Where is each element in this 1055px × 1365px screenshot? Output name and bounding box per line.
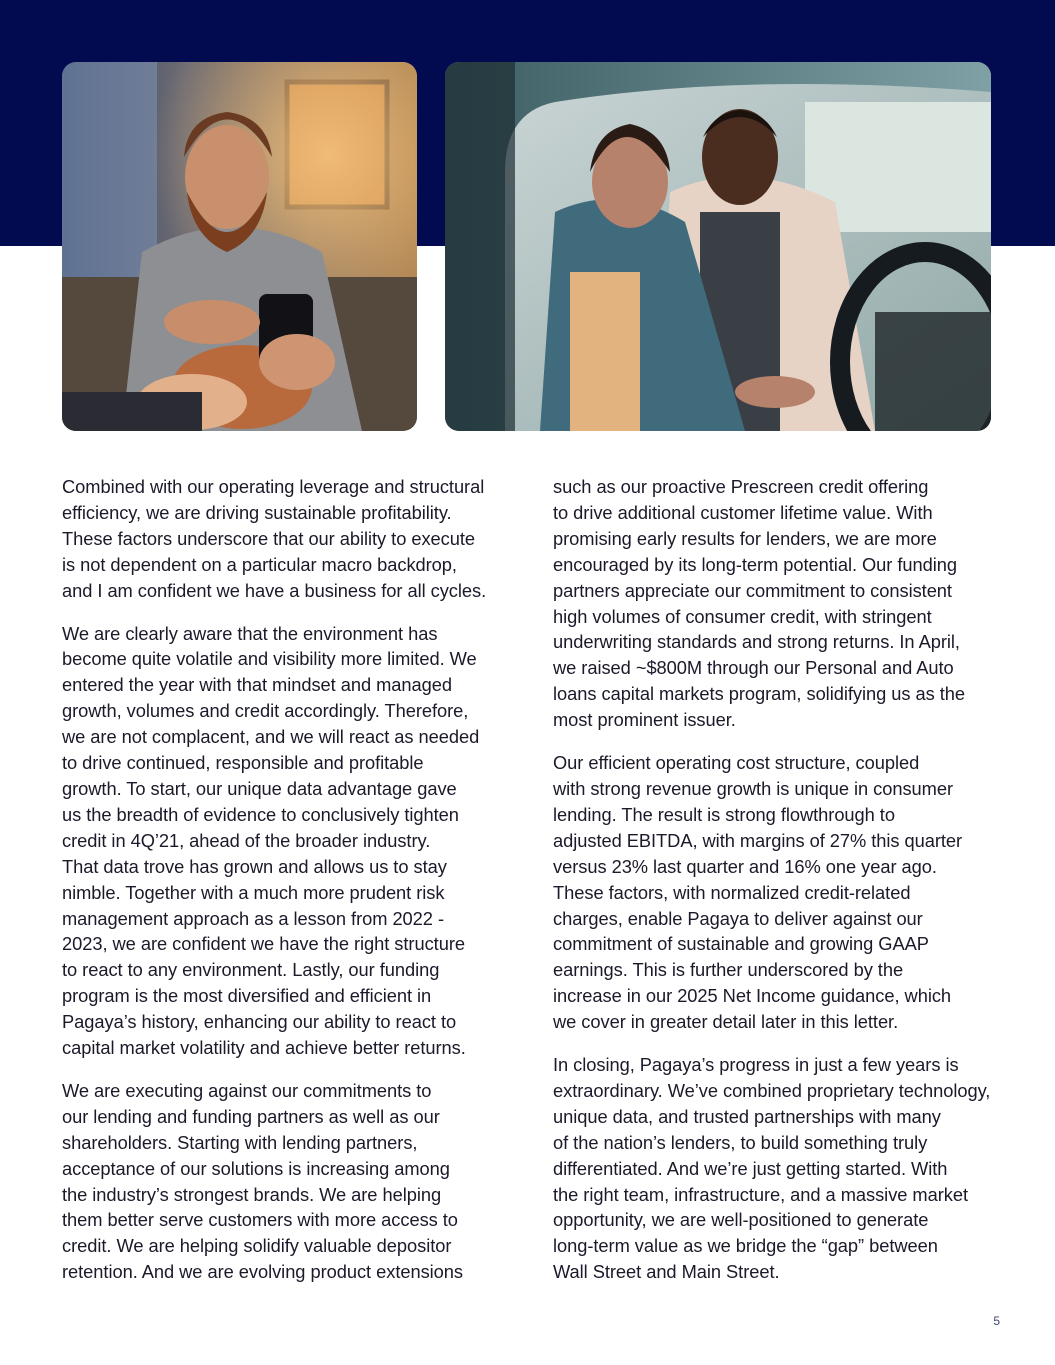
right-text-column: [553, 474, 998, 1302]
paragraph: Combined with our operating leverage and structural efficiency, we are driving sustainable profitability. These factors underscore that our ability to execute is not dependent on a particular macro backdrop, and I am confident we have a business for all cycles.: [62, 476, 487, 601]
page-number: 5: [993, 1314, 1000, 1328]
paragraph: We are clearly aware that the environment has become quite volatile and visibility more limited. We entered the year with that mindset and managed growth, volumes and credit accordingly. Therefore, we are not complacent, and we will react as needed to drive continued, responsible and profitable growth. To start, our unique data advantage gave us the breadth of evidence to conclusively tighten credit in 4Q’21, ahead of the broader industry. That data trove has grown and allows us to stay nimble. Together with a much more prudent risk management approach as a lesson from 2022 - 2023, we are confident we have the right structure to react to any environment. Lastly, our funding program is the most diversified and efficient in Pagaya’s history, enhancing our ability to react to capital market volatility and achieve better returns.: [62, 622, 480, 1059]
photo-couple-at-car: [445, 62, 991, 431]
paragraph: We are executing against our commitments to our lending and funding partners as well as our shareholders. Starting with lending partners, acceptance of our solutions is increasing among the industry’s strongest brands. We are helping them better serve customers with more access to credit. We are helping solidify valuable depositor retention. And we are evolving product extensions: [62, 1079, 464, 1283]
paragraph: In closing, Pagaya’s progress in just a few years is extraordinary. We’ve combined proprietary technology, unique data, and trusted partnerships with many of the nation’s lenders, to build something truly differentiated. And we’re just getting started. With the right team, infrastructure, and a massive market opportunity, we are well-positioned to generate long-term value as we bridge the “gap” between Wall Street and Main Street.: [553, 1054, 991, 1283]
left-text-column: [62, 474, 510, 1302]
paragraph: such as our proactive Prescreen credit offering to drive additional customer lifetime value. With promising early results for lenders, we are more encouraged by its long-term potential. Our funding partners appreciate our commitment to consistent high volumes of consumer credit, with stringent underwriting standards and strong returns. In April, we raised ~$800M through our Personal and Auto loans capital markets program, solidifying us as the most prominent issuer.: [553, 476, 965, 731]
paragraph: Our efficient operating cost structure, coupled with strong revenue growth is unique in consumer lending. The result is strong flowthrough to adjusted EBITDA, with margins of 27% this quarter versus 23% last quarter and 16% one year ago. These factors, with normalized credit-related charges, enable Pagaya to deliver against our commitment of sustainable and growing GAAP earnings. This is further underscored by the increase in our 2025 Net Income guidance, which we cover in greater detail later in this letter.: [553, 752, 963, 1033]
photo-man-with-phone: [62, 62, 417, 431]
